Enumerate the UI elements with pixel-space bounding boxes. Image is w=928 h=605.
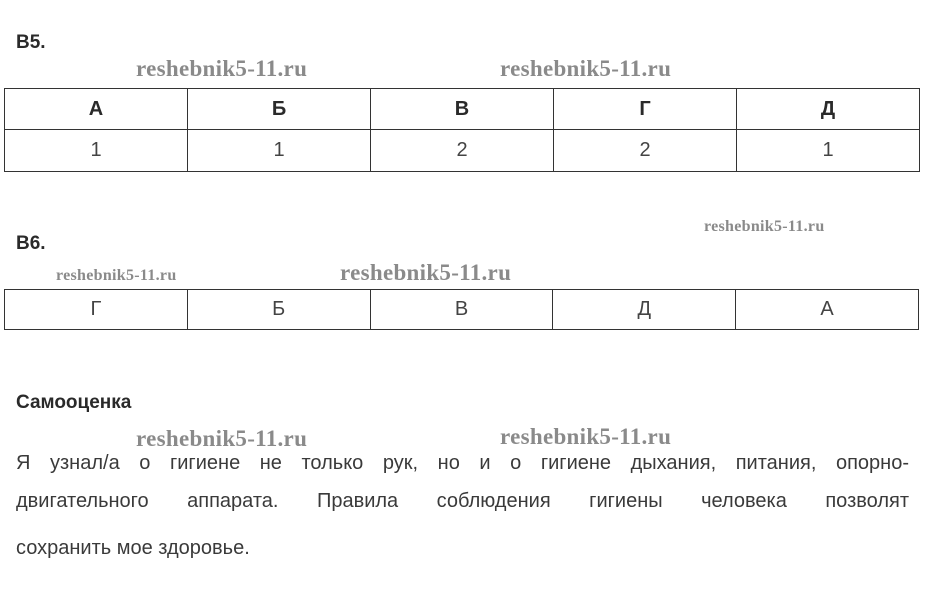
self-assessment-line: Я узнал/а о гигиене не только рук, но и о гигиене дыхания, питания, опорно- bbox=[16, 452, 909, 474]
self-assessment-line: двигательного аппарата. Правила соблюдения гигиены человека позволят bbox=[16, 490, 909, 512]
watermark: reshebnik5-11.ru bbox=[500, 424, 672, 449]
self-assessment-line: сохранить мое здоровье. bbox=[16, 537, 250, 559]
b6-value-cell: Б bbox=[187, 290, 370, 330]
watermark: reshebnik5-11.ru bbox=[704, 218, 825, 235]
b5-header-cell: А bbox=[5, 89, 188, 130]
b6-value-row bbox=[5, 290, 919, 330]
b5-heading: В5. bbox=[16, 32, 46, 53]
b6-value-cell: Д bbox=[553, 290, 736, 330]
b5-header-cell: Б bbox=[188, 89, 371, 130]
b5-header-row bbox=[5, 89, 920, 130]
self-assessment-text bbox=[16, 444, 909, 567]
b6-value-cell: А bbox=[736, 290, 919, 330]
b6-value-cell: В bbox=[370, 290, 553, 330]
self-assessment-heading: Самооценка bbox=[16, 392, 132, 413]
b5-header-cell: Д bbox=[737, 89, 920, 130]
b5-value-cell: 1 bbox=[737, 130, 920, 172]
b6-heading: В6. bbox=[16, 233, 46, 254]
b5-value-row bbox=[5, 130, 920, 172]
b5-value-cell: 1 bbox=[5, 130, 188, 172]
watermark: reshebnik5-11.ru bbox=[500, 56, 672, 81]
b5-header-cell: В bbox=[371, 89, 554, 130]
b5-value-cell: 2 bbox=[554, 130, 737, 172]
watermark: reshebnik5-11.ru bbox=[340, 260, 512, 285]
b6-answer-table bbox=[4, 289, 919, 330]
b5-answer-table bbox=[4, 88, 920, 172]
b6-value-cell: Г bbox=[5, 290, 188, 330]
b5-value-cell: 2 bbox=[371, 130, 554, 172]
watermark: reshebnik5-11.ru bbox=[136, 56, 308, 81]
b5-value-cell: 1 bbox=[188, 130, 371, 172]
b5-header-cell: Г bbox=[554, 89, 737, 130]
watermark: reshebnik5-11.ru bbox=[136, 426, 308, 451]
watermark: reshebnik5-11.ru bbox=[56, 267, 177, 284]
